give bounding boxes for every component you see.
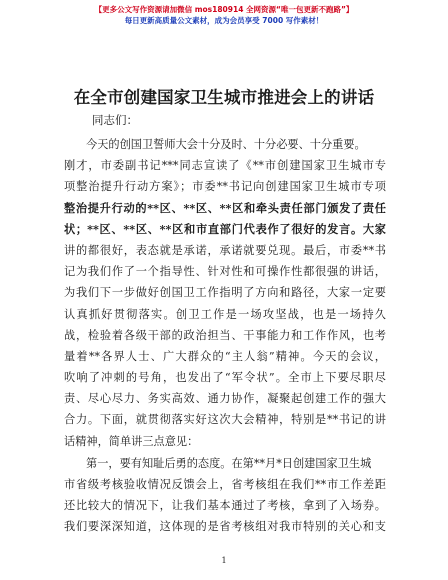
page-number: 1 (221, 556, 227, 565)
salutation: 同志们： (92, 113, 138, 127)
paragraph-1-line: 讲的都很好，表态就是承诺，承诺就要兑现。最后，市委**书 (64, 243, 386, 257)
paragraph-1-line: 吹响了冲刺的号角，也发出了“军令状”。全市上下要尽职尽 (64, 371, 386, 385)
paragraph-1-line: 记为我们作了一个指导性、针对性和可操作性都很强的讲话， (64, 265, 386, 279)
paragraph-1-line: 为我们下一步做好创国卫工作指明了方向和路径，大家一定要 (64, 286, 386, 300)
paragraph-1-line: 刚才，市委副书记***同志宣读了《**市创建国家卫生城市专 (64, 159, 386, 173)
paragraph-2-line: 第一，要有知耻后勇的态度。在第**月*日创建国家卫生城 (86, 456, 372, 470)
promo-banner (0, 4, 448, 26)
paragraph-1-line: 状；**区、**区、**区和市直部门代表作了很好的发言。大家 (64, 221, 386, 236)
paragraph-1-line: 合力。下面，就贯彻落实好这次大会精神，特别是**书记的讲 (64, 413, 386, 427)
paragraph-1-line: 责、尽心尽力、务实高效、通力协作，凝聚起创建工作的强大 (64, 392, 386, 406)
paragraph-2-line: 我们要深深知道，这体现的是省考核组对我市特别的关心和支 (64, 520, 386, 534)
promo-banner-line2: 每日更新高质量公文素材，成为会员享受 7000 写作素材！ (124, 16, 324, 25)
promo-banner-line1: 【更多公文写作资源请加微信 mos180914 全网资源“唯一包更新不跑路”】 (94, 5, 354, 14)
paragraph-1-line: 项整治提升行动方案》；市委**书记向创建国家卫生城市专项 (64, 180, 386, 194)
paragraph-1-line: 今天的创国卫誓师大会十分及时、十分必要、十分重要。 (86, 138, 366, 151)
paragraph-1-line: 认真抓好贯彻落实。创卫工作是一场攻坚战，也是一场持久 (64, 307, 386, 321)
paragraph-2-line: 市省级考核验收情况反馈会上，省考核组在我们**市工作差距 (64, 478, 386, 491)
paragraph-1-line: 话精神，简单讲三点意见： (64, 434, 199, 448)
paragraph-2-line: 还比较大的情况下，让我们基本通过了考核，拿到了入场券。 (64, 499, 386, 513)
document-title: 在全市创建国家卫生城市推进会上的讲话 (73, 88, 375, 107)
paragraph-1-line: 战，检验着各级干部的政治担当、干事能力和工作作风，也考 (64, 328, 386, 342)
paragraph-1-line: 量着**各界人士、广大群众的“主人翁”精神。今天的会议， (64, 349, 386, 363)
paragraph-1-line: 整治提升行动的**区、**区、**区和牵头责任部门颁发了责任 (64, 200, 386, 215)
document-body (64, 134, 386, 538)
